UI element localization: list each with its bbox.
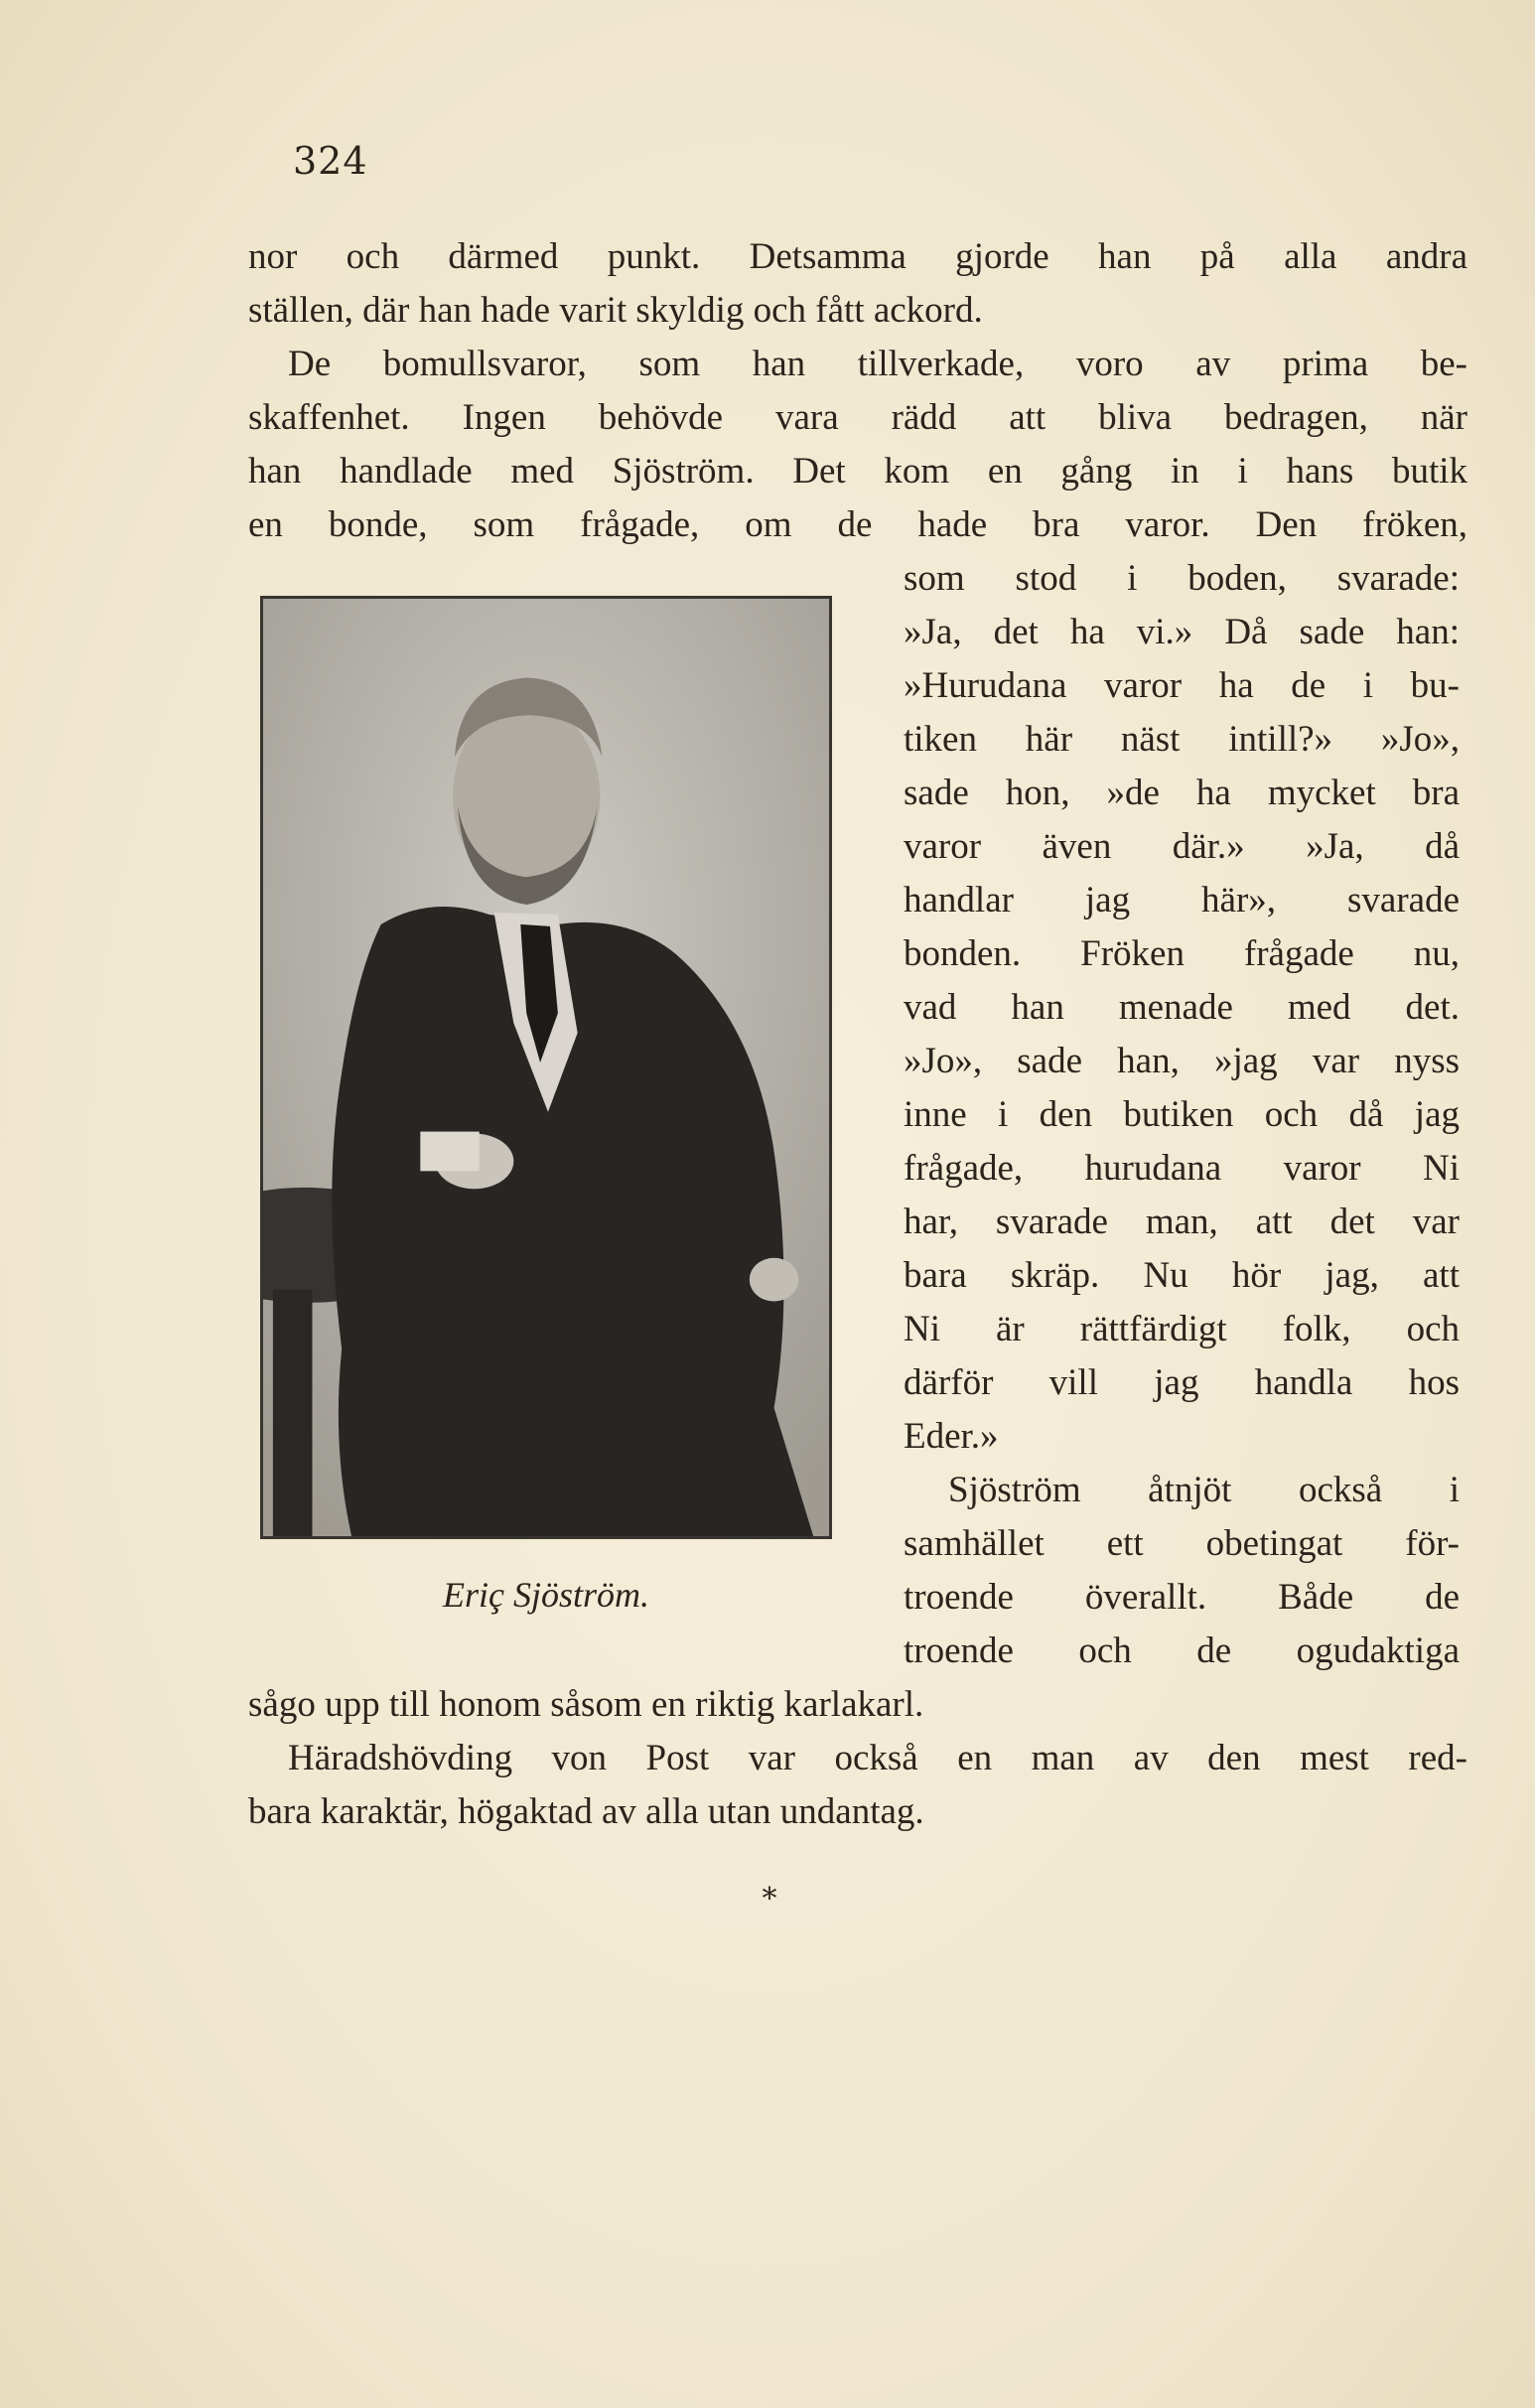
text-line: därför vill jag handla hos xyxy=(904,1362,1460,1403)
text-line: har, svarade man, att det var xyxy=(904,1202,1460,1242)
page-number: 324 xyxy=(293,139,368,183)
text-line: »Ja, det ha vi.» Då sade han: xyxy=(904,612,1460,652)
text-line: bonden. Fröken frågade nu, xyxy=(904,933,1460,974)
text-line: samhället ett obetingat för- xyxy=(904,1523,1460,1564)
text-line: skaffenhet. Ingen behövde vara rädd att bliva bedragen, när xyxy=(248,397,1467,438)
text-line: troende överallt. Både de xyxy=(904,1577,1460,1618)
text-line: en bonde, som frågade, om de hade bra varor. Den fröken, xyxy=(248,504,1467,545)
text-line: De bomullsvaror, som han tillverkade, voro av prima be- xyxy=(288,344,1467,384)
section-separator: * xyxy=(762,1882,777,1916)
text-line: Häradshövding von Post var också en man av den mest red- xyxy=(288,1738,1467,1778)
text-line: handlar jag här», svarade xyxy=(904,880,1460,921)
text-line: bara skräp. Nu hör jag, att xyxy=(904,1255,1460,1296)
text-line: vad han menade med det. xyxy=(904,987,1460,1028)
text-line: som stod i boden, svarade: xyxy=(904,558,1460,599)
text-line: sågo upp till honom såsom en riktig karlakarl. xyxy=(248,1684,924,1725)
text-line: frågade, hurudana varor Ni xyxy=(904,1148,1460,1189)
text-line: bara karaktär, högaktad av alla utan undantag. xyxy=(248,1791,924,1832)
text-line: »Jo», sade han, »jag var nyss xyxy=(904,1041,1460,1081)
text-line: varor även där.» »Ja, då xyxy=(904,826,1460,867)
text-line: Ni är rättfärdigt folk, och xyxy=(904,1309,1460,1349)
text-line: Eder.» xyxy=(904,1416,999,1457)
text-line: nor och därmed punkt. Detsamma gjorde han på alla andra xyxy=(248,236,1467,277)
text-line: troende och de ogudaktiga xyxy=(904,1630,1460,1671)
text-line: sade hon, »de ha mycket bra xyxy=(904,773,1460,813)
text-line: ställen, där han hade varit skyldig och fått ackord. xyxy=(248,290,983,331)
text-line: han handlade med Sjöström. Det kom en gång in i hans butik xyxy=(248,451,1467,492)
portrait-photo xyxy=(260,596,832,1539)
text-line: tiken här näst intill?» »Jo», xyxy=(904,719,1460,760)
photo-caption: Eriç Sjöström. xyxy=(442,1575,649,1615)
portrait-image xyxy=(263,599,829,1536)
text-line: »Hurudana varor ha de i bu- xyxy=(904,665,1460,706)
text-line: Sjöström åtnjöt också i xyxy=(948,1470,1460,1510)
text-line: inne i den butiken och då jag xyxy=(904,1094,1460,1135)
